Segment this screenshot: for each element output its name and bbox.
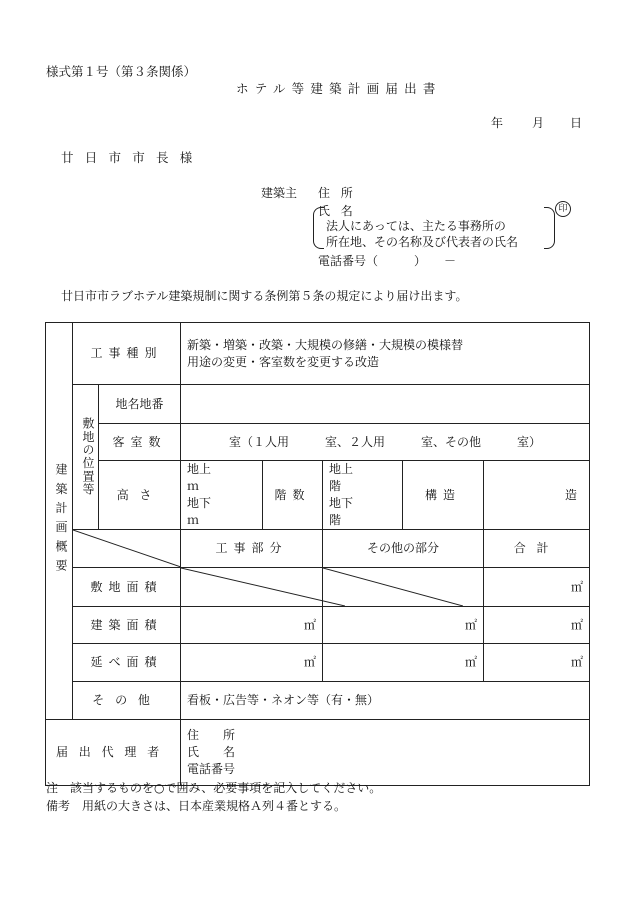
diagonal-line <box>73 530 181 567</box>
work-type-label: 工事種別 <box>73 323 181 385</box>
applicant-phone-label: 電話番号（ ） － <box>318 254 457 268</box>
floors-label: 階数 <box>263 461 323 530</box>
work-type-options: 新築・増築・改築・大規模の修繕・大規模の模様替 用途の変更・客室数を変更する改造 <box>181 323 590 385</box>
lot-value[interactable] <box>181 385 590 424</box>
seal-mark: 印 <box>555 201 571 217</box>
header-diagonal-cell <box>73 530 181 568</box>
building-area-other[interactable]: ㎡ <box>323 607 484 644</box>
diagonal-line <box>181 568 345 606</box>
site-area-label: 敷地面積 <box>73 568 181 607</box>
site-label-cell: 敷地の位置等 <box>73 385 99 530</box>
corp-note-line2: 所在地、その名称及び代表者の氏名 <box>326 235 519 249</box>
floor-area-other[interactable]: ㎡ <box>323 644 484 682</box>
misc-value[interactable]: 看板・広告等・ネオン等（有・無） <box>181 682 590 720</box>
right-bracket <box>544 207 555 249</box>
form-number: 様式第１号（第３条関係） <box>46 64 197 79</box>
agent-label: 届出代理者 <box>46 720 181 786</box>
floor-area-total[interactable]: ㎡ <box>484 644 590 682</box>
building-area-total[interactable]: ㎡ <box>484 607 590 644</box>
floor-area-label: 延べ面積 <box>73 644 181 682</box>
document-title: ホテル等建築計画届出書 <box>236 81 442 96</box>
height-value[interactable]: 地上 ｍ 地下 ｍ <box>181 461 263 530</box>
applicant-name-label: 氏名 <box>318 204 364 218</box>
col-total: 合計 <box>484 530 590 568</box>
agent-name: 氏 名 <box>187 745 236 759</box>
misc-label: その他 <box>73 682 181 720</box>
statement: 廿日市市ラブホテル建築規制に関する条例第５条の規定により届け出ます。 <box>61 289 468 303</box>
building-area-label: 建築面積 <box>73 607 181 644</box>
addressee: 廿日市市長様 <box>61 150 204 165</box>
site-area-other <box>323 568 484 607</box>
floor-area-construction[interactable]: ㎡ <box>181 644 323 682</box>
col-construction: 工事部分 <box>181 530 323 568</box>
building-area-construction[interactable]: ㎡ <box>181 607 323 644</box>
applicant-address-label: 住所 <box>318 186 364 200</box>
structure-label: 構造 <box>403 461 484 530</box>
note-2: 備考 用紙の大きさは、日本産業規格Ａ列４番とする。 <box>46 799 347 813</box>
date-year: 年 <box>491 116 504 130</box>
height-label: 高さ <box>99 461 181 530</box>
plan-table <box>45 322 590 786</box>
structure-value[interactable]: 造 <box>484 461 590 530</box>
site-area-construction <box>181 568 323 607</box>
agent-fields[interactable] <box>181 720 590 786</box>
diagonal-line <box>323 568 463 606</box>
left-bracket <box>313 207 324 249</box>
applicant-role: 建築主 <box>261 186 298 200</box>
corp-note-line1: 法人にあっては、主たる事務所の <box>326 219 506 233</box>
col-other: その他の部分 <box>323 530 484 568</box>
rooms-label: 客室数 <box>99 424 181 461</box>
date-day: 日 <box>570 116 583 130</box>
floors-value[interactable]: 地上 階 地下 階 <box>323 461 403 530</box>
lot-label: 地名地番 <box>99 385 181 424</box>
rooms-value[interactable]: 室（１人用 室、２人用 室、その他 室） <box>181 424 590 461</box>
date-month: 月 <box>532 116 545 130</box>
note-1: 注 該当するものを○で囲み、必要事項を記入してください。 <box>46 781 382 795</box>
agent-phone: 電話番号 <box>187 762 236 776</box>
agent-address: 住 所 <box>187 728 236 742</box>
site-area-total[interactable]: ㎡ <box>484 568 590 607</box>
side-label-cell: 建築計画概要 <box>46 323 73 720</box>
